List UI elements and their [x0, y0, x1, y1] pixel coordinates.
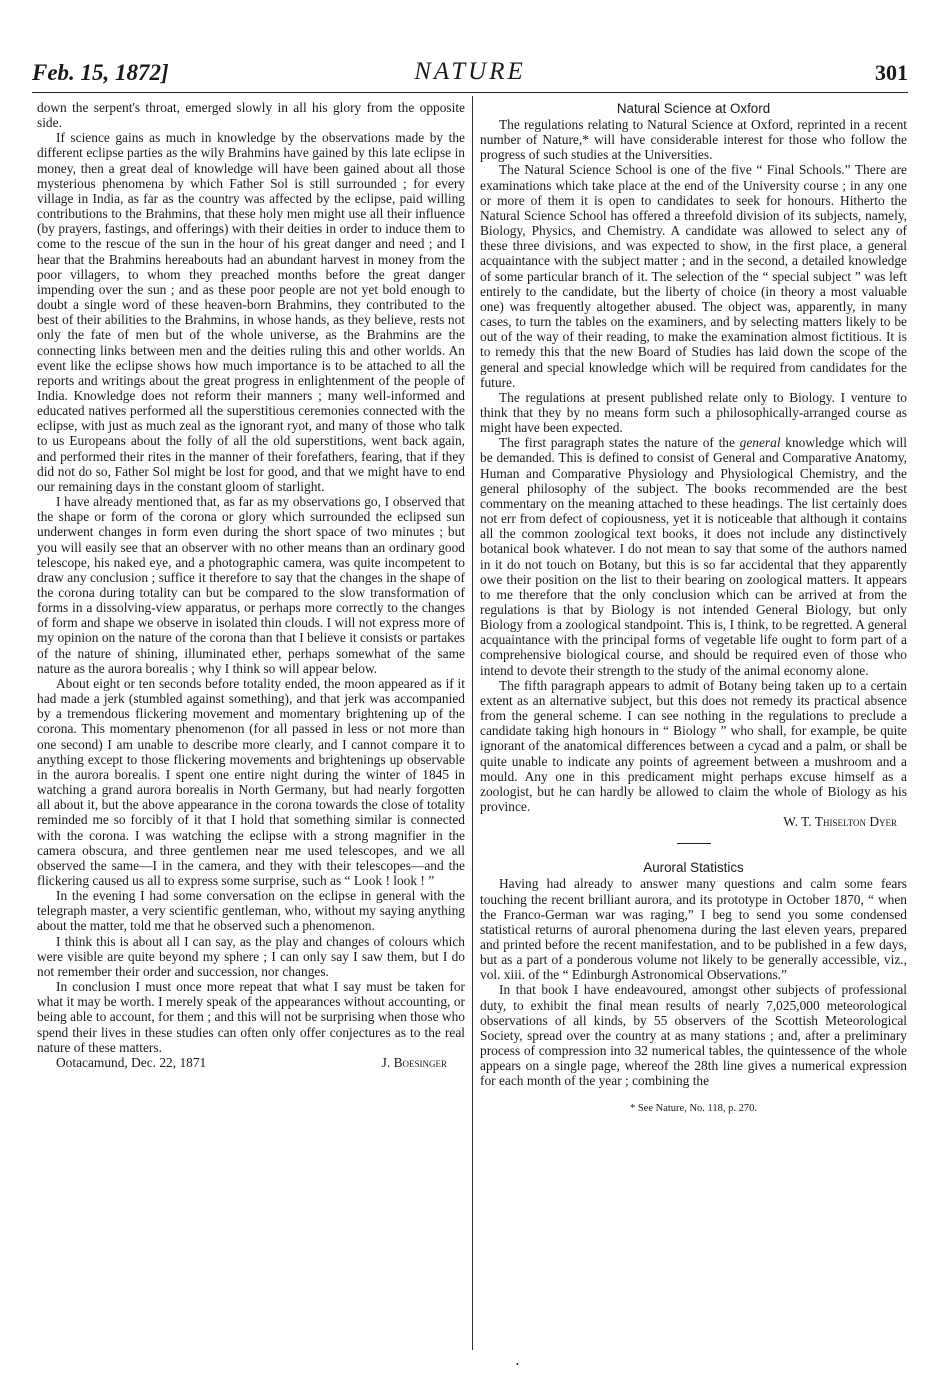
author-signature: J. Boesinger	[381, 1054, 447, 1070]
paragraph: The Natural Science School is one of the five “ Final Schools.” There are examinations which take place at the end of the University course ; in any one or more of them it is open to candidates to seek for honours. Hitherto the Natural Science School has offered a threefold division of its subjects, namely, Biology, Physics, and Chemistry. A candidate was allowed to select any of these three divisions, and was expected to show, in the first place, a general acquaintance with the subject matter ; and in the second, a detailed knowledge of some particular branch of it. The selection of the “ special subject ” was left entirely to the candidate, but the liberty of choice (in theory a most valuable one) was frequently altogether abused. The object was, apparently, in many cases, to turn the tables on the examiners, and by selecting matters likely to be out of the way of their reading, to make the examination almost fictitious. It is to remedy this that the new Board of Studies has laid down the scope of the general and special knowledge which will be required from candidates for the future.	[480, 162, 907, 390]
paragraph: I think this is about all I can say, as the play and changes of colours which were visible are quite beyond my sphere ; I can only say I saw them, but I do not remember their order and succession, nor changes.	[37, 933, 465, 979]
left-column	[37, 100, 465, 1070]
footnote: * See Nature, No. 118, p. 270.	[629, 1102, 758, 1114]
place-date: Ootacamund, Dec. 22, 1871	[56, 1054, 207, 1070]
paragraph: The regulations at present published relate only to Biology. I venture to think that they by no means form such a philosophically-arranged course as might have been expected.	[480, 389, 907, 436]
letter-signoff	[37, 1055, 465, 1070]
paragraph: The regulations relating to Natural Science at Oxford, reprinted in a recent number of Nature,* will have considerable interest for those who follow the progress of such studies at the Universities.	[480, 117, 907, 163]
paragraph: I have already mentioned that, as far as my observations go, I observed that the shape or form of the corona or glory which surrounded the eclipsed sun underwent changes in form even during the short space of two minutes ; but you will easily see that an observer with no other means than an ordinary good telescope, his naked eye, and a photographic camera, was quite incompetent to draw any conclusion ; suffice it therefore to say that the changes in the shape of the corona during totality can but be compared to the slow transformation of forms in a dissolving-view apparatus, or perhaps more correctly to the changes of form and shape we observe in isolated thin clouds. I will not express more of my opinion on the nature of the corona than that I believe it consists or partakes of the nature of shining, illuminated ether, perhaps somewhat of the same nature as the aurora borealis ; why I think so will appear below.	[37, 494, 465, 676]
paragraph	[480, 435, 907, 678]
author-signature: W. T. Thiselton Dyer	[783, 814, 897, 830]
paragraph: Having had already to answer many questions and calm some fears touching the recent brilliant aurora, and its prototype in October 1870, “ when the Franco-German war was raging,” I beg to send you some condensed statistical returns of auroral phenomena during the last eleven years, prepared and printed before the recent manifestation, and to be published in a few days, but as a part of a ponderous volume not likely to be generally accessible, viz., vol. xiii. of the “ Edinburgh Astronomical Observations.”	[480, 876, 907, 983]
paragraph: In the evening I had some conversation on the eclipse in general with the telegraph master, a very scientific gentleman, who, without my saying anything about the matter, told me that he observed such a phenomenon.	[37, 888, 465, 934]
paragraph: In that book I have endeavoured, amongst other subjects of professional duty, to exhibit the final mean results of nearly 7,025,000 meteorological observations of all kinds, by 55 observers of the Scottish Meteorological Society, spread over the country at as many stations ; and, after a preliminary process of compression into 32 numerical tables, the quintessence of the whole appears on a single page, whereof the 28th line gives a numerical expression for each month of the year ; combining the	[480, 982, 907, 1089]
section-divider	[677, 843, 711, 844]
paragraph: In conclusion I must once more repeat that what I say must be taken for what it may be worth. I merely speak of the appearances without accounting, or being able to account, for them ; and this will not be surprising when those who spend their lives in these studies can often only offer conjectures as to the real nature of these matters.	[37, 979, 465, 1055]
article-title: Auroral Statistics	[643, 860, 744, 876]
text-run: The first paragraph states the nature of the	[499, 435, 740, 451]
right-column	[480, 100, 907, 1116]
page-number: 301	[875, 60, 908, 85]
header-rule	[32, 92, 908, 93]
paragraph: About eight or ten seconds before totality ended, the moon appeared as if it had made a jerk (stumbled against something), and that jerk was accompanied by a tremendous flickering movement and momentary brightening up of the corona. This momentary phenomenon (for all passed in less or not more than one second) I am unable to describe more clearly, and I cannot compare it to anything except to those flickering movements and brightenings up observable in the aurora borealis. I spent one entire night during the winter of 1845 in watching a grand aurora borealis in North Germany, but had nearly forgotten all about it, but the above appearance in the corona towards the close of totality reminded me so forcibly of it that I hold that something similar is connected with the corona. I was watching the eclipse with a strong magnifier in the camera obscura, and three gentlemen near me used telescopes, and we all observed the same—I in the camera, and they with their telescopes—and the flickering caused us all to express some surprise, such as “ Look ! look ! ”	[37, 675, 465, 888]
text-run: knowledge which will be demanded. This is defined to consist of General and Comparative Anatomy, Human and Comparative Physiology and Physiological Chemistry, and the general philosophy of the subject. The books recommended are the best commentary on the meaning attached to these headings. The list certainly does not err from defect of copiousness, yet it is noticeable that although it contains all the common zoological text books, it does not include any distinctively botanical book whatever. I do not mean to say that some of the authors named in it do not touch on Botany, but this is so far accidental that they apparently owe their position on the list to their bearing on zoological matters. It appears to me therefore that the only conclusion which can be arrived at from the regulations is that by Biology is not intended General Biology, but only Biology from a zoological standpoint. This is, I think, to be regretted. A general acquaintance with the principal forms of vegetable life ought to form part of a comprehensive biological course, and should be required even of those who intend to devote their strength to the study of the animal economy alone.	[480, 435, 907, 678]
page-header	[32, 56, 908, 96]
paragraph: If science gains as much in knowledge by the observations made by the different eclipse parties as the wily Brahmins have gained by this late eclipse in money, then a great deal of knowledge will have been gained about all those mysterious phenomena by which Father Sol is still surrounded ; for every village in India, as far as the country was affected by the eclipse, paid willing contributions to the Brahmins, that these holy men might use all their influence (by prayers, fastings, and offerings) with their deities in order to induce them to come to the rescue of the sun in the hour of his great danger and need ; and I hear that the Brahmins hereabouts had an abundant harvest in money from the poor villagers, to whom they preached months before the great danger impending over the sun ; and as these poor people are not yet bold enough to doubt a single word of these heaven-born Brahmins, they contributed to the best of their abilities to the Brahmins, in whose hands, as they believe, rests not only the fate of men but of the whole universe, as the Brahmins are the connecting links between men and the deities ruling this and other worlds. An event like the eclipse shows how much importance is to be attached to all the reports and writings about the great progress in enlightenment of the people of India. Knowledge does not reform their manners ; many well-informed and educated natives performed all the superstitious ceremonies connected with the eclipse, with just as much zeal as the ignorant ryot, and many of those who talk to us Europeans about the folly of all the old superstitions, went back again, and performed their rites in the manner of their forefathers, fearing, that if they did not do so, Father Sol might be lost for good, and that we might have to end our remaining days in the constant gloom of starlight.	[37, 130, 465, 494]
paragraph: The fifth paragraph appears to admit of Botany being taken up to a certain extent as an alternative subject, but this does not remedy its practical absence from the general scheme. I can see nothing in the regulations to preclude a candidate taking high honours in “ Biology ” who shall, for example, be quite ignorant of the anatomical differences between a cycad and a palm, or shall be quite unable to indicate any points of agreement between a mushroom and a mould. Any one in this predicament might perhaps excuse himself as a zoologist, but he can hardly be allowed to claim the whole of Biology as his province.	[480, 677, 907, 815]
column-divider	[472, 96, 473, 1350]
bottom-mark: •	[516, 1360, 519, 1369]
journal-title: NATURE	[414, 58, 526, 85]
emphasis: general	[739, 435, 781, 451]
header-date: Feb. 15, 1872]	[32, 60, 169, 85]
paragraph: down the serpent's throat, emerged slowly in all his glory from the opposite side.	[37, 100, 465, 131]
article-title: Natural Science at Oxford	[616, 101, 771, 116]
